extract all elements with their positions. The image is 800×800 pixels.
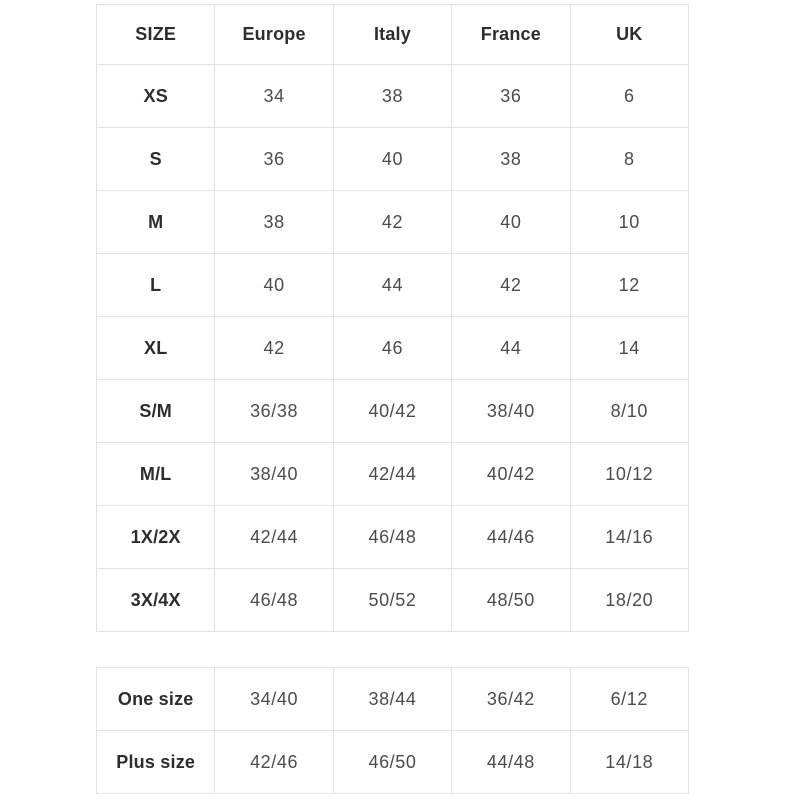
size-value-cell: 42 xyxy=(452,254,570,317)
row-label: S xyxy=(97,128,215,191)
size-value-cell: 46 xyxy=(333,317,451,380)
size-value-cell: 10/12 xyxy=(570,443,688,506)
table-row-plus-size xyxy=(97,731,689,794)
size-value-cell: 6 xyxy=(570,65,688,128)
size-value-cell: 38/40 xyxy=(215,443,333,506)
row-label: One size xyxy=(97,668,215,731)
row-label: M xyxy=(97,191,215,254)
table-row-s xyxy=(97,128,689,191)
table-row-m-l xyxy=(97,443,689,506)
table-row-xs xyxy=(97,65,689,128)
row-label: L xyxy=(97,254,215,317)
row-label: 3X/4X xyxy=(97,569,215,632)
header-row xyxy=(97,5,689,65)
size-value-cell: 48/50 xyxy=(452,569,570,632)
column-header-france: France xyxy=(452,5,570,65)
table-row-3x-4x xyxy=(97,569,689,632)
size-value-cell: 10 xyxy=(570,191,688,254)
size-value-cell: 40 xyxy=(215,254,333,317)
size-value-cell: 42/44 xyxy=(333,443,451,506)
table-row-s-m xyxy=(97,380,689,443)
size-value-cell: 42 xyxy=(333,191,451,254)
size-value-cell: 46/48 xyxy=(215,569,333,632)
table-row-m xyxy=(97,191,689,254)
size-value-cell: 38 xyxy=(333,65,451,128)
size-value-cell: 8/10 xyxy=(570,380,688,443)
size-value-cell: 36 xyxy=(452,65,570,128)
table-row-xl xyxy=(97,317,689,380)
size-value-cell: 14/18 xyxy=(570,731,688,794)
special-sizes-table xyxy=(96,667,689,794)
size-value-cell: 14/16 xyxy=(570,506,688,569)
table-row-one-size xyxy=(97,668,689,731)
size-value-cell: 14 xyxy=(570,317,688,380)
size-value-cell: 38/44 xyxy=(333,668,451,731)
size-value-cell: 44 xyxy=(452,317,570,380)
size-value-cell: 44/48 xyxy=(452,731,570,794)
size-value-cell: 50/52 xyxy=(333,569,451,632)
size-value-cell: 40 xyxy=(333,128,451,191)
column-header-europe: Europe xyxy=(215,5,333,65)
size-value-cell: 36 xyxy=(215,128,333,191)
column-header-uk: UK xyxy=(570,5,688,65)
row-label: Plus size xyxy=(97,731,215,794)
size-value-cell: 46/50 xyxy=(333,731,451,794)
size-value-cell: 38 xyxy=(215,191,333,254)
row-label: S/M xyxy=(97,380,215,443)
size-value-cell: 34 xyxy=(215,65,333,128)
size-value-cell: 6/12 xyxy=(570,668,688,731)
table-row-1x-2x xyxy=(97,506,689,569)
column-header-size: SIZE xyxy=(97,5,215,65)
size-value-cell: 40/42 xyxy=(452,443,570,506)
size-value-cell: 8 xyxy=(570,128,688,191)
row-label: XS xyxy=(97,65,215,128)
size-value-cell: 38 xyxy=(452,128,570,191)
row-label: M/L xyxy=(97,443,215,506)
size-value-cell: 38/40 xyxy=(452,380,570,443)
size-value-cell: 40 xyxy=(452,191,570,254)
size-value-cell: 34/40 xyxy=(215,668,333,731)
size-conversion-table xyxy=(96,4,689,632)
size-value-cell: 42/44 xyxy=(215,506,333,569)
table-row-l xyxy=(97,254,689,317)
size-value-cell: 36/42 xyxy=(452,668,570,731)
size-value-cell: 44 xyxy=(333,254,451,317)
size-value-cell: 44/46 xyxy=(452,506,570,569)
size-value-cell: 42/46 xyxy=(215,731,333,794)
size-value-cell: 36/38 xyxy=(215,380,333,443)
size-value-cell: 12 xyxy=(570,254,688,317)
row-label: 1X/2X xyxy=(97,506,215,569)
size-value-cell: 42 xyxy=(215,317,333,380)
column-header-italy: Italy xyxy=(333,5,451,65)
size-value-cell: 18/20 xyxy=(570,569,688,632)
size-value-cell: 40/42 xyxy=(333,380,451,443)
row-label: XL xyxy=(97,317,215,380)
size-value-cell: 46/48 xyxy=(333,506,451,569)
